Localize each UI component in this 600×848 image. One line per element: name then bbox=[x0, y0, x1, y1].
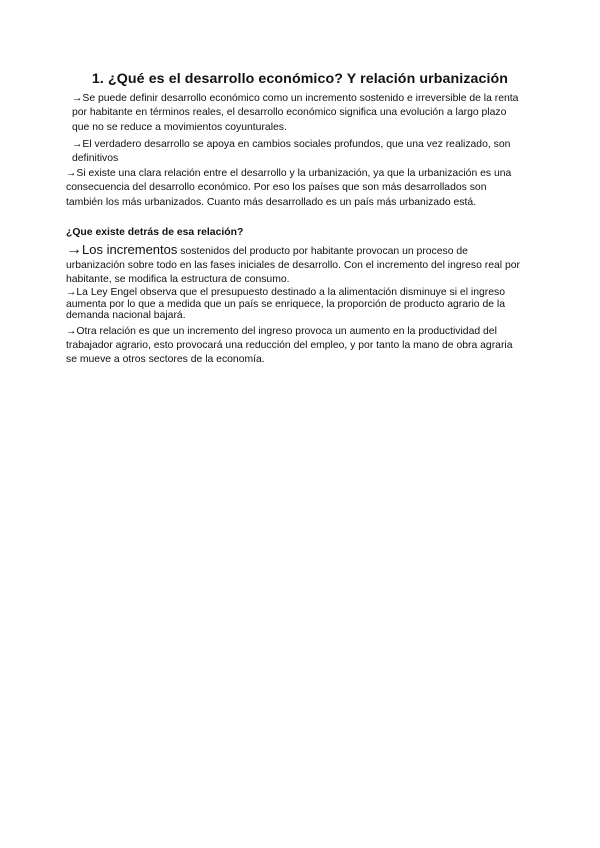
paragraph-definition: →Se puede definir desarrollo económico como un incremento sostenido e irreversible de la renta por habitante en términos reales, el desarrollo económico significa una evolución a largo plazo que no se reduce a movimientos coyunturales. bbox=[72, 93, 519, 133]
subheading: ¿Que existe detrás de esa relación? bbox=[66, 227, 244, 238]
paragraph-increments-lead: Los incrementos bbox=[82, 242, 178, 257]
paragraph-social-changes: →El verdadero desarrollo se apoya en cambios sociales profundos, que una vez realizado, son definitivos bbox=[72, 139, 511, 165]
page-title: 1. ¿Qué es el desarrollo económico? Y relación urbanización bbox=[91, 71, 509, 87]
paragraph-engel-law: →La Ley Engel observa que el presupuesto destinado a la alimentación disminuye si el ingreso aumenta por lo que a medida que un país se enriquece, la proporción de producto agrario de la demanda nacional bajará. bbox=[66, 287, 506, 321]
arrow-icon: → bbox=[66, 241, 82, 258]
paragraph-urbanization-relation: →Si existe una clara relación entre el desarrollo y la urbanización, ya que la urbanización es una consecuencia del desarrollo económico. Por eso los países que son más desarrollados son también los más urbanizados. Cuanto más desarrollado es un país más urbanizado está. bbox=[66, 168, 512, 208]
paragraph-increments bbox=[66, 243, 524, 287]
paragraph-increments-rest: sostenidos del producto por habitante provocan un proceso de urbanización sobre todo en las fases iniciales de desarrollo. Con el incremento del ingreso real por habitante, se modifica la estructura de consumo. bbox=[66, 246, 520, 285]
paragraph-agrarian-productivity: →Otra relación es que un incremento del ingreso provoca un aumento en la productividad del trabajador agrario, esto provocará una reducción del empleo, y por tanto la mano de obra agraria se mueve a otros sectores de la economía. bbox=[66, 326, 513, 365]
